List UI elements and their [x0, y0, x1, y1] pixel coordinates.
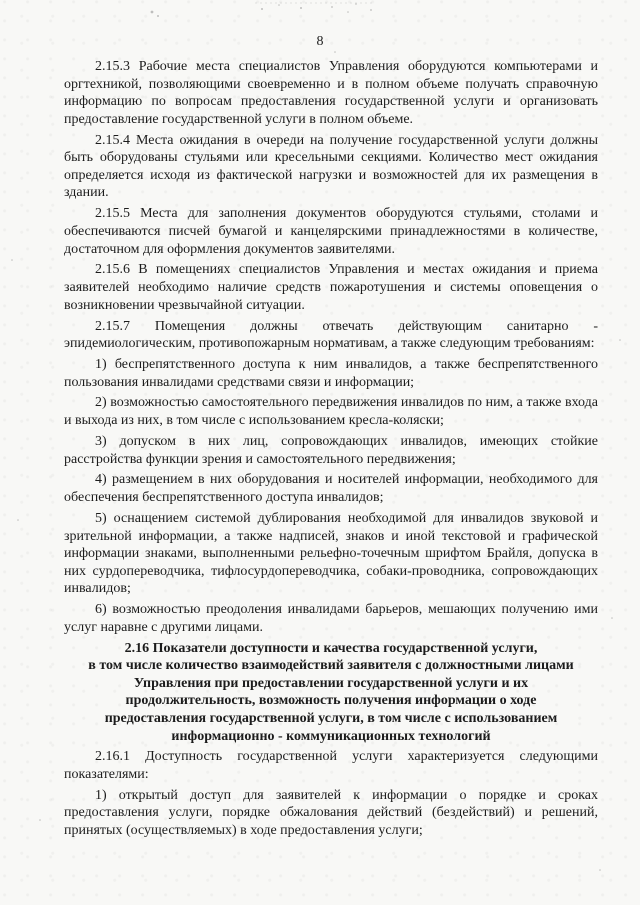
requirement-item-3: 3) допуском в них лиц, сопровождающих инвалидов, имеющих стойкие расстройства функции зрения и самостоятельного передвижения; — [64, 433, 598, 467]
requirement-item-2: 2) возможностью самостоятельного передвижения инвалидов по ним, а также входа и выхода из них, в том числе с использованием кресла-коляски; — [64, 395, 598, 429]
heading-line: в том числе количество взаимодействий заявителя с должностными лицами — [88, 658, 574, 674]
requirement-item-5: 5) оснащением системой дублирования необходимой для инвалидов звуковой и зрительной информации, а также надписей, знаков и иной текстовой и графической информации знаками, выполненными рельефно-точечным шрифтом Брайля, допуска в них сурдопереводчика, тифлосурдопереводчика, собаки-проводника, сопровождающих инвалидов; — [64, 510, 598, 597]
paragraph-2-15-7: 2.15.7 Помещения должны отвечать действующим санитарно - эпидемиологическим, противопожарным нормативам, а также следующим требованиям: — [64, 318, 598, 352]
page-number: 8 — [316, 34, 324, 49]
requirement-item-1: 1) беспрепятственного доступа к ним инвалидов, а также беспрепятственного пользования инвалидами средствами связи и информации; — [64, 356, 598, 390]
requirement-item-4: 4) размещением в них оборудования и носителей информации, необходимого для обеспечения беспрепятственного доступа инвалидов; — [64, 472, 598, 506]
paragraph-2-15-5: 2.15.5 Места для заполнения документов оборудуются стульями, столами и обеспечиваются писчей бумагой и канцелярскими принадлежностями в количестве, достаточном для оформления документов заявителями. — [64, 206, 598, 257]
paragraph-2-16-1: 2.16.1 Доступность государственной услуги характеризуется следующими показателями: — [64, 749, 598, 782]
heading-line: Управления при предоставлении государственной услуги и их — [133, 675, 529, 691]
section-heading-2-16 — [64, 640, 598, 746]
paragraph-2-15-6: 2.15.6 В помещениях специалистов Управления и местах ожидания и приема заявителей необходимо наличие средств пожаротушения и системы оповещения о возникновении чрезвычайной ситуации. — [64, 262, 598, 313]
document-body — [64, 58, 598, 843]
paragraph-2-15-4: 2.15.4 Места ожидания в очереди на получение государственной услуги должны быть оборудованы стульями или кресельными секциями. Количество мест ожидания определяется исходя из фактической нагрузки и возможностей для их размещения в здании. — [64, 132, 598, 201]
heading-line: предоставления государственной услуги, в том числе с использованием — [104, 711, 558, 727]
indicator-item-1: 1) открытый доступ для заявителей к информации о порядке и сроках предоставления услуги, порядке обжалования действий (бездействий) и решений, принятых (осуществляемых) в ходе предоставления услуги; — [64, 787, 598, 838]
heading-line: продолжительность, возможность получения информации о ходе — [125, 693, 537, 709]
requirement-item-6: 6) возможностью преодоления инвалидами барьеров, мешающих получению ими услуг наравне с другими лицами. — [64, 602, 598, 635]
heading-line: 2.16 Показатели доступности и качества государственной услуги, — [124, 640, 538, 656]
heading-line: информационно - коммуникационных технологий — [171, 728, 491, 744]
paragraph-2-15-3: 2.15.3 Рабочие места специалистов Управления оборудуются компьютерами и оргтехникой, позволяющими своевременно и в полном объеме получать справочную информацию по вопросам предоставления государственной услуги и организовать предоставление государственной услуги в полном объеме. — [64, 59, 598, 127]
